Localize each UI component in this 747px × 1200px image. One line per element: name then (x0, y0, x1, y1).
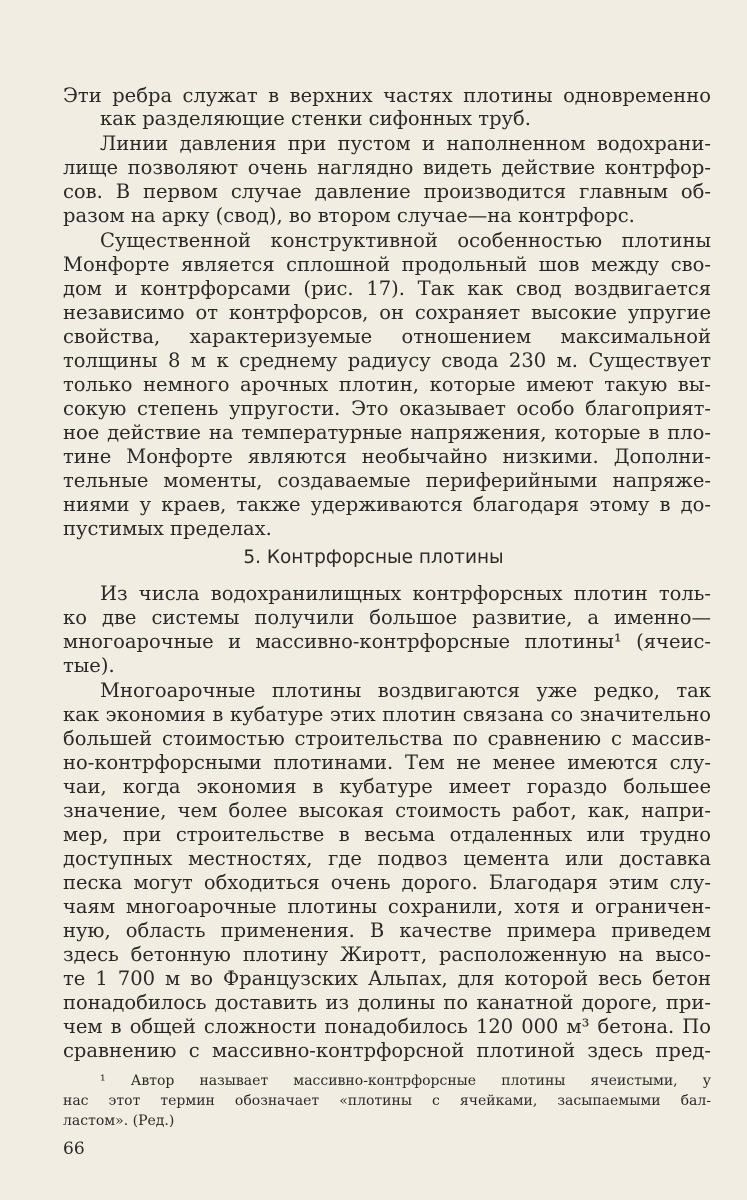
paragraph-1-line-1: Эти ребра служат в верхних частях плотины одновременно (63, 84, 711, 107)
paragraph-3-line-2: Монфорте является сплошной продольный шов между сво- (63, 253, 711, 276)
section-heading: 5. Контрфорсные плотины (243, 547, 504, 568)
paragraph-5-line-16: сравнению с массивно-контрфорсной плотиной здесь пред- (63, 1039, 711, 1062)
footnote-line-2: нас этот термин обозначает «плотины с ячейками, засыпаемыми бал- (63, 1093, 711, 1109)
paragraph-3-line-11: тельные моменты, создаваемые периферийными напряже- (63, 469, 711, 492)
paragraph-3-line-3: дом и контрфорсами (рис. 17). Так как свод воздвигается (63, 277, 711, 300)
paragraph-4-line-1: Из числа водохранилищных контрфорсных плотин толь- (100, 582, 711, 605)
page-number: 66 (63, 1139, 85, 1159)
paragraph-3-line-6: толщины 8 м к среднему радиусу свода 230 м. Существует (63, 349, 711, 372)
paragraph-3-line-5: свойства, характеризуемые отношением максимальной (63, 325, 711, 348)
paragraph-2-line-4: разом на арку (свод), во втором случае—на контрфорс. (63, 204, 635, 227)
paragraph-3-line-13: пустимых пределах. (63, 517, 272, 540)
paragraph-5-line-9: песка могут обходиться очень дорого. Благодаря этим слу- (63, 871, 711, 894)
paragraph-5-line-6: значение, чем более высокая стоимость работ, как, напри- (63, 799, 711, 822)
paragraph-5-line-7: мер, при строительстве в весьма отдаленных или трудно (63, 823, 711, 846)
paragraph-4-line-3: многоарочные и массивно-контрфорсные плотины¹ (ячеис- (63, 630, 711, 653)
paragraph-3-line-12: ниями у краев, также удерживаются благодаря этому в до- (63, 493, 711, 516)
paragraph-2-line-2: лище позволяют очень наглядно видеть действие контрфор- (63, 156, 711, 179)
paragraph-3-line-8: сокую степень упругости. Это оказывает особо благоприят- (63, 397, 711, 420)
paragraph-3-line-7: только немного арочных плотин, которые имеют такую вы- (63, 373, 711, 396)
paragraph-1-line-2: как разделяющие стенки сифонных труб. (100, 107, 531, 130)
paragraph-3-line-10: тине Монфорте являются необычайно низкими. Дополни- (63, 445, 711, 468)
paragraph-3-line-9: ное действие на температурные напряжения, которые в пло- (63, 421, 711, 444)
paragraph-5-line-11: ную, область применения. В качестве примера приведем (63, 919, 711, 942)
paragraph-4-line-2: ко две системы получили большое развитие, а именно— (63, 606, 711, 629)
paragraph-3-line-4: независимо от контрфорсов, он сохраняет высокие упругие (63, 301, 711, 324)
paragraph-3-line-1: Существенной конструктивной особенностью плотины (100, 229, 711, 252)
footnote-line-1: ¹ Автор называет массивно-контрфорсные плотины ячеистыми, у (100, 1073, 711, 1089)
paragraph-5-line-12: здесь бетонную плотину Жиротт, расположенную на высо- (63, 943, 711, 966)
paragraph-5-line-15: чем в общей сложности понадобилось 120 000 м³ бетона. По (63, 1015, 711, 1038)
paragraph-5-line-13: те 1 700 м во Французских Альпах, для которой весь бетон (63, 967, 711, 990)
paragraph-5-line-1: Многоарочные плотины воздвигаются уже редко, так (100, 679, 711, 702)
paragraph-2-line-3: сов. В первом случае давление производится главным об- (63, 180, 711, 203)
footnote-line-3: ластом». (Ред.) (63, 1113, 175, 1129)
paragraph-5-line-2: как экономия в кубатуре этих плотин связана со значительно (63, 703, 711, 726)
paragraph-5-line-8: доступных местностях, где подвоз цемента или доставка (63, 847, 711, 870)
paragraph-5-line-10: чаям многоарочные плотины сохранили, хотя и ограничен- (63, 895, 711, 918)
paragraph-2-line-1: Линии давления при пустом и наполненном водохрани- (100, 132, 711, 155)
paragraph-5-line-4: но-контрфорсными плотинами. Тем не менее имеются слу- (63, 751, 711, 774)
paragraph-5-line-3: большей стоимостью строительства по сравнению с массив- (63, 727, 711, 750)
paragraph-5-line-5: чаи, когда экономия в кубатуре имеет гораздо большее (63, 775, 711, 798)
paragraph-4-line-4: тые). (63, 654, 115, 677)
paragraph-5-line-14: понадобилось доставить из долины по канатной дороге, при- (63, 991, 711, 1014)
